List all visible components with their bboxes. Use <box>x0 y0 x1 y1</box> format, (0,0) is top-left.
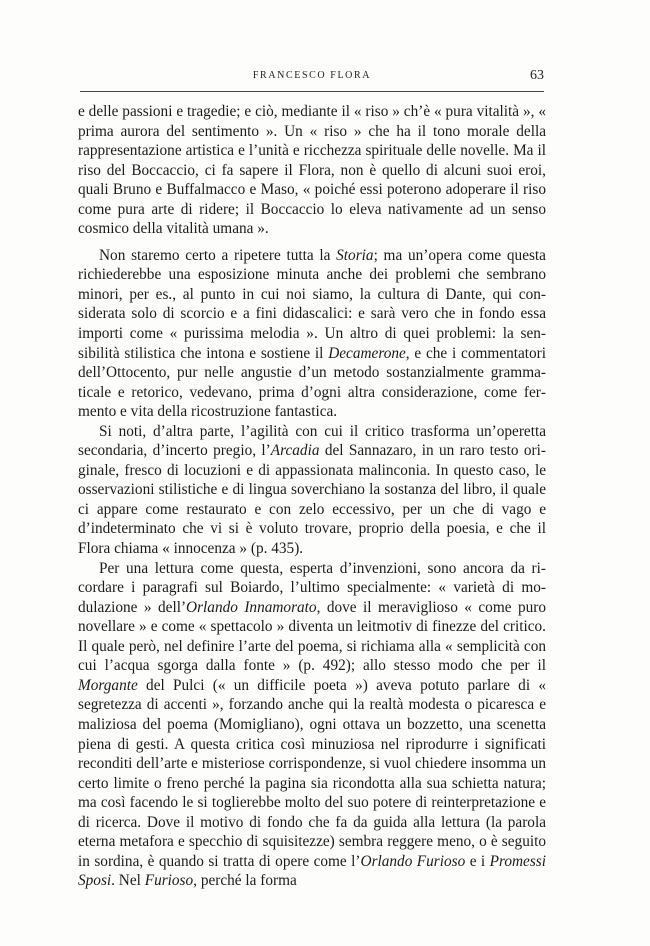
header-rule <box>80 91 544 92</box>
paragraph-4-text: e i <box>465 852 490 870</box>
paragraph-2-text: ; ma un’opera come questa richiederebbe una esposizione minuta anche dei problemi che sembrano minori, per es., al punto in cui noi siamo, la cultura di Dante, qui considerata solo di scorcio e a fini didascalici: e sarà vero che in fondo essa importi come « purissima melodia ». Un altro di quei problemi: la sensibilità stilistica che intona e sostiene il <box>78 246 546 362</box>
book-title-orlando-furioso: Orlando Furioso <box>360 852 466 870</box>
paragraph-2-text: Non staremo certo a ripetere tutta la <box>99 246 337 264</box>
book-title-promessi-sposi: Promessi Sposi <box>78 852 546 890</box>
paragraph-4-text: del Pulci (« un difficile poeta ») aveva potuto parlare di « segretezza di accenti », forzando anche qui la realtà modesta o picaresca e maliziosa del poema (Momigliano), ogni ottava un bozzetto, una scenetta piena di gesti. A questa critica così minuziosa nel riprodurre i significati reconditi dell’arte e misteriose corrispondenze, si vuol chiedere insomma un certo limite o freno perché la pagina sia ricondotta alla sua schietta natura; ma così facendo le si toglierebbe molto del suo potere di reinterpretazione e di ricerca. Dove il motivo di fondo che fa da guida alla lettura (la parola eterna metafora e specchio di squisitezze) sembra reggere meno, o è seguito in sordina, è quando si tratta di opere come l’ <box>78 676 546 870</box>
paragraph-3 <box>78 422 546 559</box>
paragraph-1 <box>78 102 546 239</box>
book-title-decamerone: Decamerone <box>328 344 406 362</box>
running-title: FRANCESCO FLORA <box>252 70 372 81</box>
paragraph-2-text: , e che i commentatori dell’Ottocento, pur nelle angustie d’un metodo sostanzialmente grammaticale e retorico, vedevano, prima d’ogni altra considerazione, come fermento e vita della ricostruzione fantastica. <box>78 344 547 421</box>
paragraph-4 <box>78 559 546 891</box>
paragraph-2 <box>78 246 546 422</box>
paragraph-4-text: Per una lettura come questa, esperta d’invenzioni, sono ancora da ricordare i paragrafi sul Boiardo, l’ultimo specialmente: « varietà di modulazione » dell’ <box>78 559 546 616</box>
paragraph-3-text: Si noti, d’altra parte, l’agilità con cui il critico trasforma un’operetta secondaria, d’incerto pregio, l’ <box>78 422 546 460</box>
paragraph-3-text: del Sannazaro, in un raro testo originale, fresco di locuzioni e di appassionata malinconia. In questo caso, le osservazioni stilistiche e di lingua soverchiano la sostanza del libro, il quale ci appare come restaurato e con zelo eccessivo, per un che di vago e d’indeterminato che vi si è voluto trovare, proprio della poesia, e che il Flora chiama « innocenza » (p. 435). <box>78 442 546 558</box>
paragraph-4-text: , perché la forma <box>193 872 297 890</box>
book-title-furioso: Furioso <box>144 872 194 890</box>
body-text <box>78 102 546 891</box>
paragraph-4-text: , dove il meraviglioso « come puro novellare » e come « spettacolo » diventa un leitmotiv di finezze del critico. Il quale però, nel definire l’arte del poema, si richiama alla « semplicità con cui l’acqua sgorga dalla fonte » (p. 492); allo stesso modo che per il <box>78 598 547 675</box>
book-title-morgante: Morgante <box>78 676 138 694</box>
paragraph-4-text: . Nel <box>111 872 145 890</box>
book-title-arcadia: Arcadia <box>270 442 320 460</box>
book-title-storia: Storia <box>336 246 374 264</box>
paragraph-1-text: e delle passioni e tragedie; e ciò, mediante il « riso » ch’è « pura vitalità », « prima aurora del sentimento ». Un « riso » che ha il tono morale della rappresentazione artistica e l’unità e ricchezza spirituale delle novelle. Ma il riso del Boccaccio, ci fa sapere il Flora, non è quello di alcuni suoi eroi, quali Bruno e Buffalmacco e Maso, « poiché essi poterono adoperare il riso come pura arte di ridere; il Boccaccio lo eleva nativamente ad un senso cosmico della vitalità umana ». <box>78 103 546 238</box>
page-number: 63 <box>530 68 544 83</box>
running-head <box>80 68 544 88</box>
book-title-orlando-innamorato: Orlando Innamorato <box>186 598 317 616</box>
